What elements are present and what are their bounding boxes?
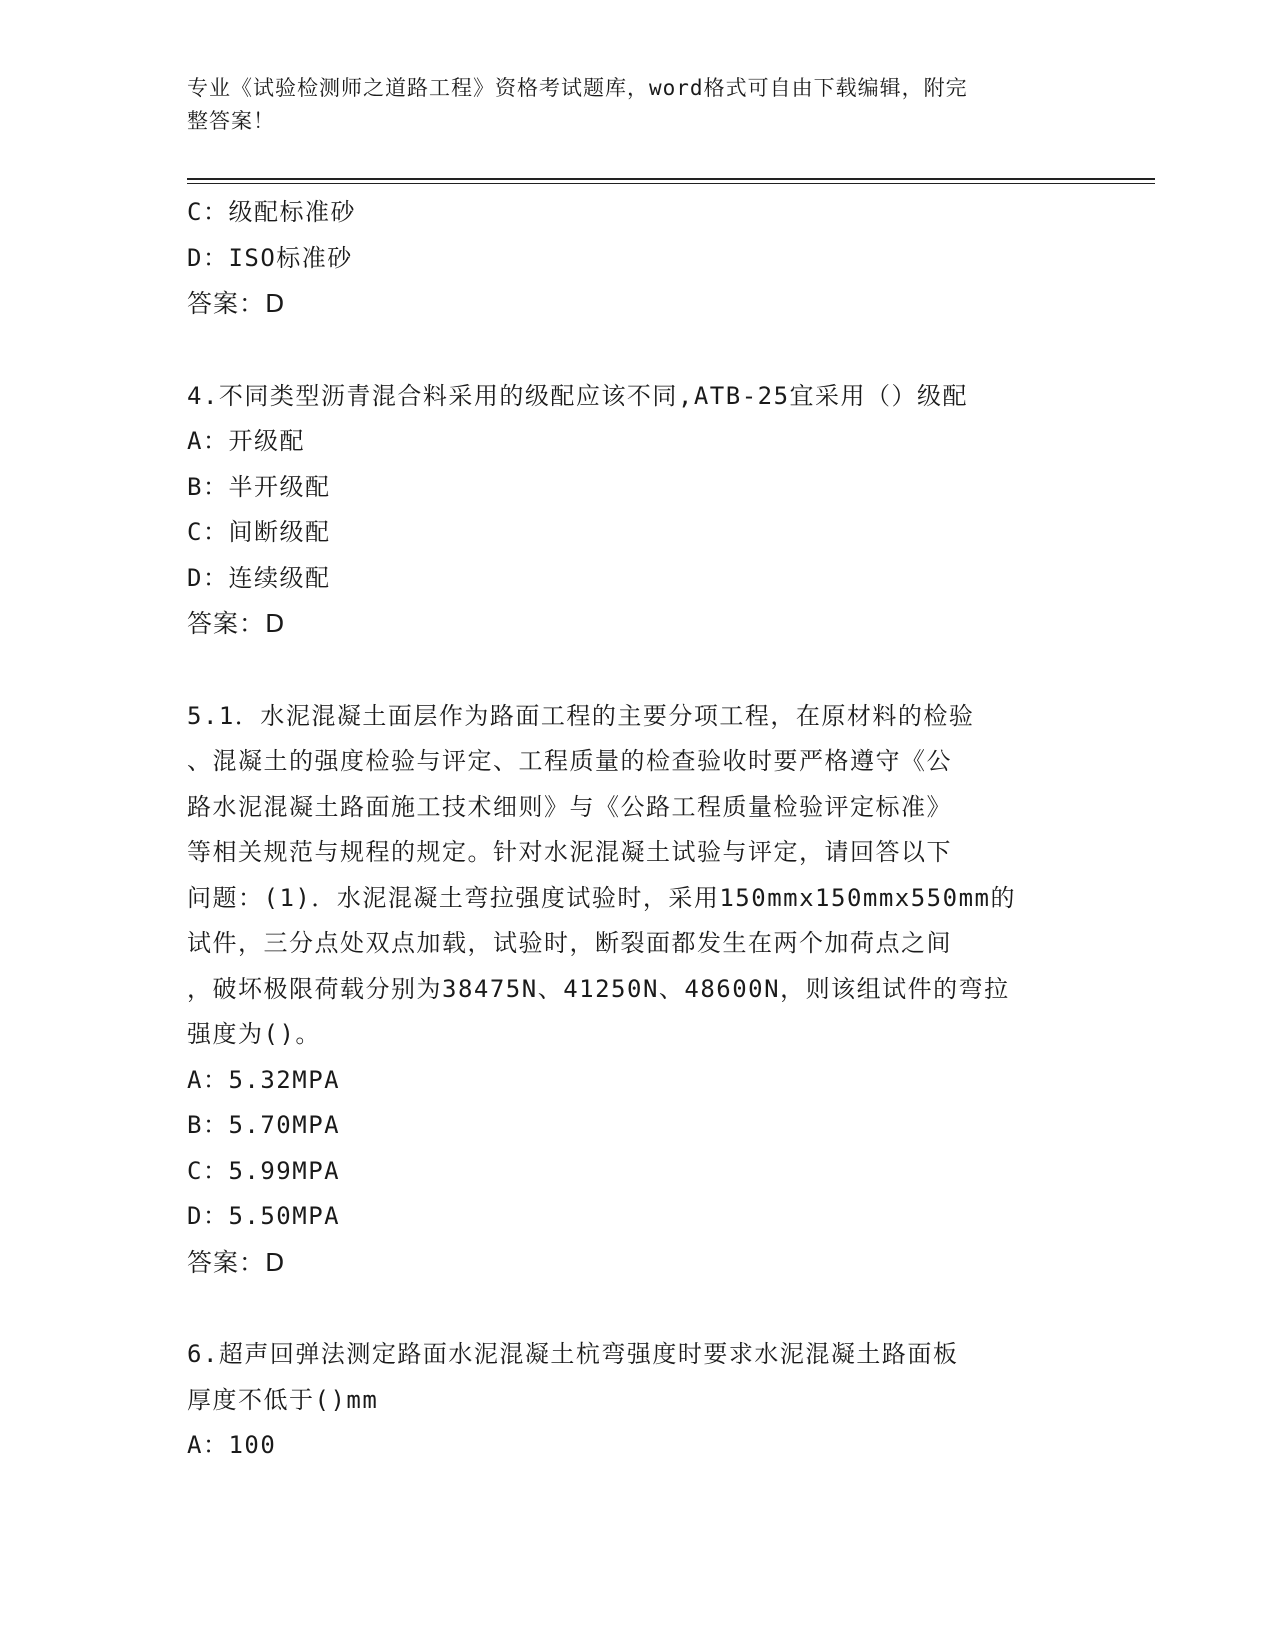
- spacer: [187, 327, 1087, 374]
- question-content: [187, 190, 1087, 1469]
- q5-option-c: C：5.99MPA: [187, 1156, 341, 1185]
- q4-option-b: B：半开级配: [187, 472, 331, 501]
- question-5: [187, 694, 1087, 1286]
- q5-stem-line: 试件，三分点处双点加载，试验时，断裂面都发生在两个加荷点之间: [187, 929, 952, 957]
- q6-stem-line: 6.超声回弹法测定路面水泥混凝土杭弯强度时要求水泥混凝土路面板: [187, 1340, 959, 1368]
- q5-option-b: B：5.70MPA: [187, 1111, 341, 1139]
- q6-option-a: A：100: [187, 1431, 277, 1459]
- q5-stem-line: ，破坏极限荷载分别为38475N、41250N、48600N，则该组试件的弯拉: [187, 974, 1010, 1003]
- header-rule-thin: [187, 183, 1155, 184]
- q4-answer: 答案：D: [187, 609, 286, 638]
- q5-option-a: A：5.32MPA: [187, 1065, 341, 1094]
- q5-stem-line: 问题：(1)．水泥混凝土弯拉强度试验时，采用150mmx150mmx550mm的: [187, 883, 1016, 912]
- q3-answer: 答案：D: [187, 289, 286, 318]
- q6-stem-line: 厚度不低于()mm: [187, 1385, 379, 1414]
- header-rule-thick: [187, 178, 1155, 180]
- document-header: [187, 72, 1067, 138]
- header-line-1: 专业《试验检测师之道路工程》资格考试题库，word格式可自由下载编辑，附完: [187, 76, 968, 100]
- q4-option-c: C：间断级配: [187, 518, 331, 546]
- q5-option-d: D：5.50MPA: [187, 1202, 341, 1230]
- q3-option-c: C：级配标准砂: [187, 198, 356, 226]
- q5-stem-line: 、混凝土的强度检验与评定、工程质量的检查验收时要严格遵守《公: [187, 747, 952, 775]
- q5-stem-line: 5.1．水泥混凝土面层作为路面工程的主要分项工程，在原材料的检验: [187, 701, 975, 730]
- q5-stem-line: 强度为()。: [187, 1020, 321, 1048]
- q4-option-a: A：开级配: [187, 427, 305, 455]
- question-4: [187, 374, 1087, 647]
- q4-stem: 4.不同类型沥青混合料采用的级配应该不同,ATB-25宜采用（）级配: [187, 381, 969, 410]
- q5-answer: 答案：D: [187, 1247, 286, 1277]
- q3-option-d: D：ISO标准砂: [187, 243, 353, 272]
- question-3-tail: [187, 190, 1087, 327]
- question-6: [187, 1332, 1087, 1469]
- q5-stem-line: 等相关规范与规程的规定。针对水泥混凝土试验与评定，请回答以下: [187, 838, 952, 866]
- q4-option-d: D：连续级配: [187, 563, 331, 592]
- spacer: [187, 647, 1087, 694]
- header-line-2: 整答案！: [187, 109, 275, 133]
- q5-stem-line: 路水泥混凝土路面施工技术细则》与《公路工程质量检验评定标准》: [187, 792, 952, 821]
- spacer: [187, 1285, 1087, 1332]
